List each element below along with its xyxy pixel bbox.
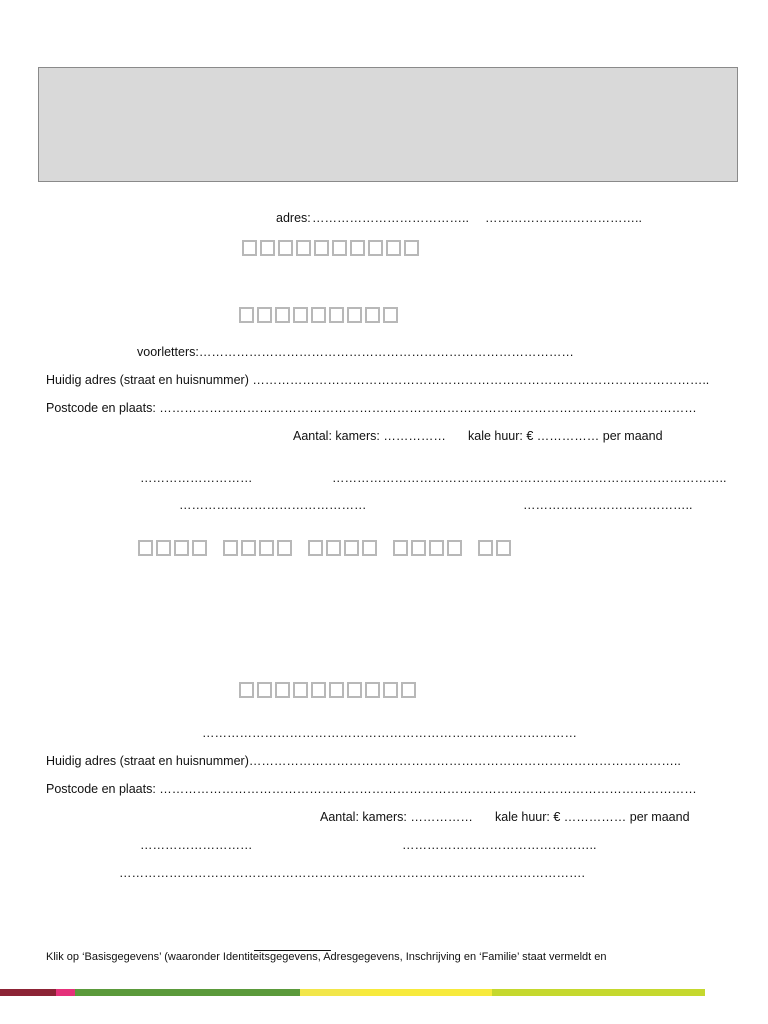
color-bar [0, 989, 705, 996]
aantal-kamers-field-2[interactable]: Aantal: kamers: …………… [320, 810, 473, 824]
huidig-adres-field[interactable]: Huidig adres (straat en huisnummer) ……………………………………………………………………………………………….. [46, 373, 710, 387]
dots-field[interactable]: ………………………………………………………………………………….. [332, 471, 727, 485]
adres-dots-2: ……………………………….. [485, 211, 642, 225]
huidig-adres-field-2[interactable]: Huidig adres (straat en huisnummer)………………………………………………………………………………………….. [46, 754, 681, 768]
dots-field[interactable]: ……………………… [140, 838, 253, 852]
voorletters-field[interactable]: voorletters:……………………………………………………………………………… [137, 345, 574, 359]
color-bar-segment [75, 989, 240, 996]
color-bar-segment [512, 989, 705, 996]
dots-field[interactable]: ……………………… [140, 471, 253, 485]
dots-field[interactable]: ………………………………….. [523, 498, 693, 512]
missing-glyph-heading-1 [242, 240, 419, 256]
postcode-field-2[interactable]: Postcode en plaats: ………………………………………………………………………………………………………………… [46, 782, 697, 796]
footer-text: Klik op ‘Basisgegevens’ (waaronder Identiteitsgegevens, Adresgegevens, Inschrijving en ‘Familie’ staat vermeldt en [46, 951, 607, 963]
dots-field[interactable]: ……………………………………….. [402, 838, 597, 852]
kale-huur-field[interactable]: kale huur: € …………… per maand [468, 429, 663, 443]
header-box [38, 67, 738, 182]
dots-field[interactable]: ……………………………………………………………………………… [202, 726, 577, 740]
postcode-field[interactable]: Postcode en plaats: ………………………………………………………………………………………………………………… [46, 401, 697, 415]
color-bar-segment [492, 989, 512, 996]
color-bar-segment [360, 989, 492, 996]
color-bar-segment [56, 989, 75, 996]
kale-huur-field-2[interactable]: kale huur: € …………… per maand [495, 810, 690, 824]
adres-dots-1: ……………………………….. [312, 211, 469, 225]
adres-label: adres: [276, 211, 311, 225]
dots-field[interactable]: ……………………………………… [179, 498, 367, 512]
color-bar-segment [0, 989, 56, 996]
dots-field[interactable]: …………………………………………………………………………………………………. [119, 866, 585, 880]
missing-glyph-heading-3 [138, 540, 511, 556]
missing-glyph-heading-4 [239, 682, 416, 698]
color-bar-segment [240, 989, 300, 996]
color-bar-segment [300, 989, 360, 996]
aantal-kamers-field[interactable]: Aantal: kamers: …………… [293, 429, 446, 443]
missing-glyph-heading-2 [239, 307, 398, 323]
